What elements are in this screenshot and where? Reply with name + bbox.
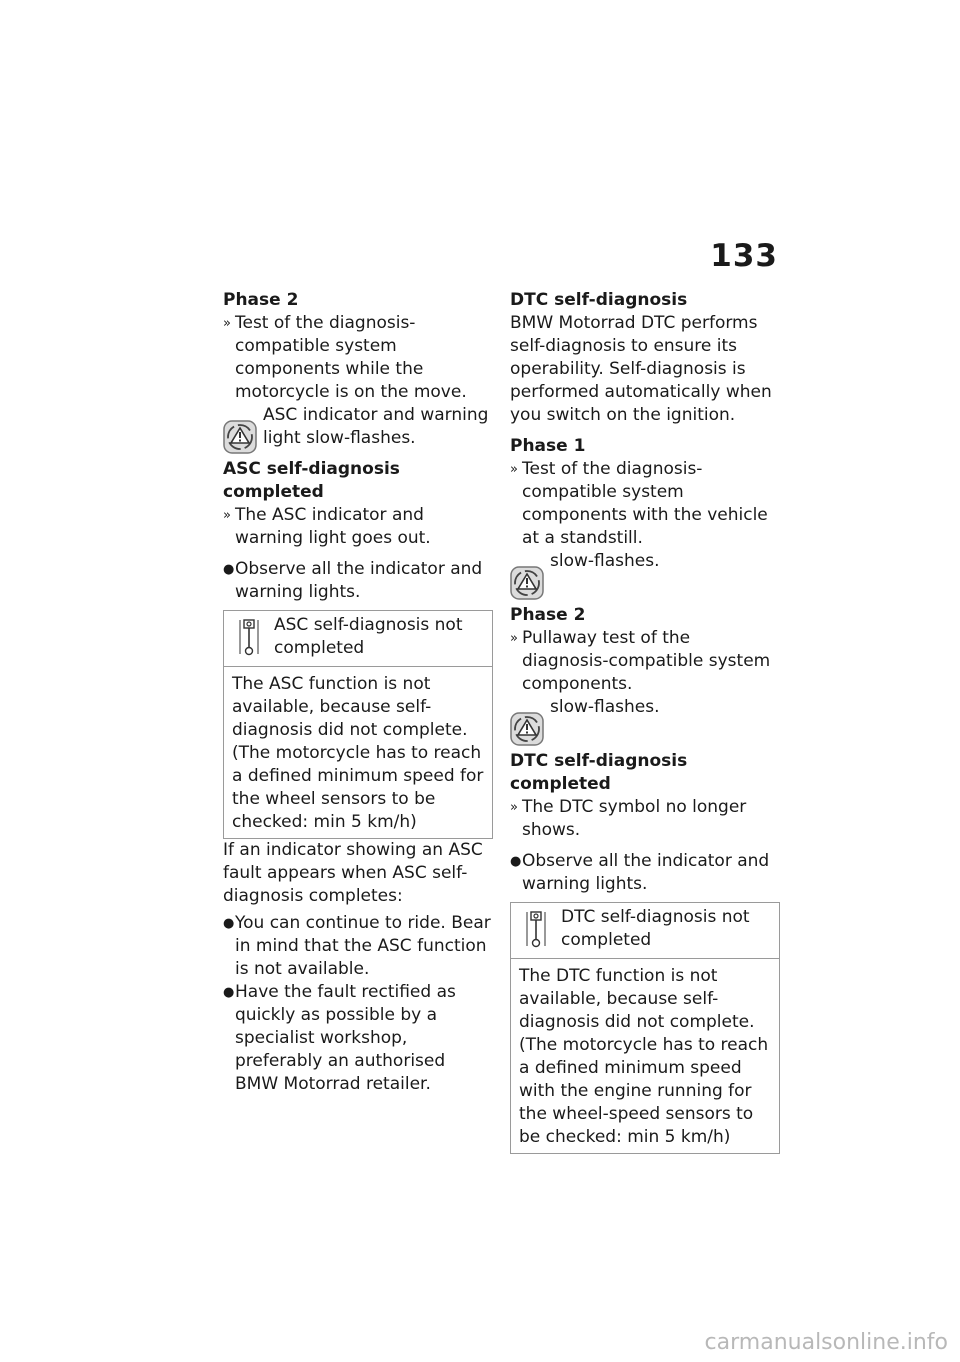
after-fault-paragraph: If an indicator showing an ASC fault appears when ASC self-diagnosis completes: [223,840,483,906]
result-marker: » [223,508,231,523]
result-marker: » [510,800,518,815]
asc-fault-box [223,610,493,839]
asc-fault-body: The ASC function is not available, because self-diagnosis did not complete. (The motorcycle has to reach a defined minimum speed for the wheel sensors to be checked: min 5 km/h) [232,674,484,832]
asc-completed-result-text: The ASC indicator and warning light goes out. [235,505,431,548]
asc-completed-heading: ASC self-diagnosis completed [223,459,400,502]
dtc-phase2-indicator-text: slow-flashes. [550,697,660,717]
dtc-fault-title: DTC self-diagnosis not completed [561,907,750,950]
bullet-rectify-fault-text: Have the fault rectified as quickly as possible by a specialist workshop, preferably an authorised BMW Motorrad retailer. [235,982,456,1094]
observe-text: Observe all the indicator and warning lights. [235,559,483,602]
asc-completed-result [223,504,493,550]
result-marker: » [223,316,231,331]
page-number: 133 [710,238,778,274]
dtc-fault-body: The DTC function is not available, because self-diagnosis did not complete. (The motorcycle has to reach a defined minimum speed with the engine running for the wheel-speed sensors to be checked: min 5 km/h) [519,966,769,1147]
right-column [510,289,780,1154]
dtc-phase2-heading: Phase 2 [510,605,586,625]
dtc-completed-result [510,796,780,842]
warning-triangle-icon [223,420,257,454]
left-column [223,289,493,1096]
dtc-observe-bullet [510,850,780,896]
phase2-result-text: Test of the diagnosis-compatible system components while the motorcycle is on the move. [235,313,467,402]
asc-indicator-row [223,404,493,450]
warning-triangle-icon [510,712,544,746]
observe-bullet [223,558,493,604]
dtc-phase2-indicator-row [510,696,780,742]
warning-triangle-icon [510,566,544,600]
asc-indicator-text: ASC indicator and warning light slow-flashes. [263,405,489,448]
dtc-heading: DTC self-diagnosis [510,290,688,310]
asc-fault-header [224,611,492,667]
dtc-observe-text: Observe all the indicator and warning lights. [522,851,770,894]
bullet-marker: ● [510,854,522,869]
dtc-completed-result-text: The DTC symbol no longer shows. [522,797,747,840]
phase2-heading: Phase 2 [223,290,299,310]
wrench-spanner-icon [525,909,547,949]
dtc-phase2-result [510,627,780,696]
watermark: carmanualsonline.info [704,1330,948,1355]
bullet-marker: ● [223,985,235,1000]
dtc-completed-heading: DTC self-diagnosis completed [510,751,688,794]
bullet-continue-ride [223,912,493,981]
bullet-marker: ● [223,562,235,577]
wrench-spanner-icon [238,617,260,657]
dtc-phase1-heading: Phase 1 [510,436,586,456]
dtc-fault-header [511,903,779,959]
dtc-intro: BMW Motorrad DTC performs self-diagnosis to ensure its operability. Self-diagnosis is performed automatically when you switch on the ignition. [510,313,772,425]
bullet-continue-ride-text: You can continue to ride. Bear in mind that the ASC function is not available. [235,913,491,979]
dtc-phase1-indicator-row [510,550,780,596]
bullet-rectify-fault [223,981,493,1096]
asc-fault-title: ASC self-diagnosis not completed [274,615,463,658]
dtc-phase1-result [510,458,780,550]
result-marker: » [510,631,518,646]
dtc-phase1-indicator-text: slow-flashes. [550,551,660,571]
result-marker: » [510,462,518,477]
dtc-phase1-result-text: Test of the diagnosis-compatible system components with the vehicle at a standstill. [522,459,768,548]
bullet-marker: ● [223,916,235,931]
phase2-result [223,312,493,404]
dtc-phase2-result-text: Pullaway test of the diagnosis-compatible system components. [522,628,771,694]
dtc-fault-box [510,902,780,1154]
